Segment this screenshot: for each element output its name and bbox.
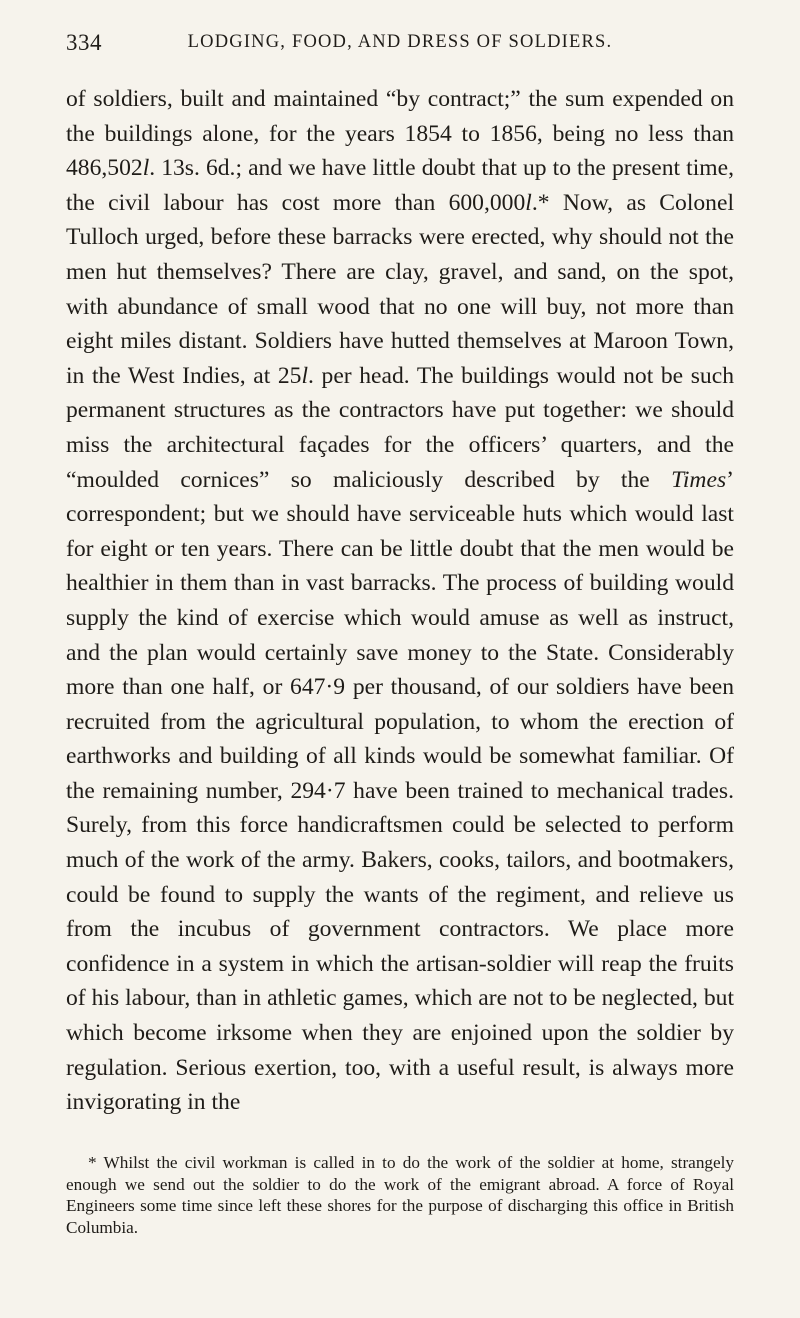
body-text-segment: . per head. The buildings would not be such permanent structures as the contractors have put together: we should miss the architectural façades for the officers’ quarters, and the “moulded cornices” so maliciously described by the xyxy=(66,362,734,493)
running-title: LODGING, FOOD, AND DRESS OF SOLDIERS. xyxy=(187,32,613,52)
page-number: 334 xyxy=(66,30,102,55)
footnote: * Whilst the civil workman is called in to do the work of the soldier at home, strangely enough we send out the soldier to do the work of the emigrant abroad. A force of Royal Engineers some time since left these shores for the purpose of discharging this office in British Columbia. xyxy=(66,1153,734,1237)
body-text-segment: . 13s. 6d.; and we have little doubt that up to the present time, the civil labour has cost more than 600,000 xyxy=(66,155,734,216)
body-paragraph xyxy=(66,82,734,1120)
body-text-segment: of soldiers, built and maintained “by contract;” the sum expended on the buildings alone, for the years 1854 to 1856, being no less than 486,502 xyxy=(66,86,734,182)
pound-sign: l xyxy=(525,189,532,216)
pound-sign: l xyxy=(142,155,150,182)
body-text-segment: ’ correspondent; but we should have serviceable huts which would last for eight or ten years. There can be little doubt that the men would be healthier in them than in vast barracks. The process of building would supply the kind of exercise which would amuse as well as instruct, and the plan would certainly save money to the State. Considerably more than one half, or 647·9 per thousand, of our soldiers have been recruited from the agricultural population, to whom the erection of earthworks and building of all kinds would be somewhat familiar. Of the remaining number, 294·7 have been trained to mechanical trades. Surely, from this force handicraftsmen could be selected to perform much of the work of the army. Bakers, cooks, tailors, and bootmakers, could be found to supply the wants of the regiment, and relieve us from the incubus of government contractors. We place more confidence in a system in which the artisan-soldier will reap the fruits of his labour, than in athletic games, which are not to be neglected, but which become irksome when they are enjoined upon the soldier by regulation. Serious exertion, too, with a useful result, is always more invigorating in the xyxy=(66,466,734,1116)
newspaper-title: Times xyxy=(671,466,727,493)
body-text-segment: .* Now, as Colonel Tulloch urged, before these barracks were erected, why should not the men hut themselves? There are clay, gravel, and sand, on the spot, with abundance of small wood that no one will buy, not more than eight miles distant. Soldiers have hutted themselves at Maroon Town, in the West Indies, at 25 xyxy=(66,189,735,389)
pound-sign: l xyxy=(301,362,309,389)
page-header xyxy=(66,30,734,64)
